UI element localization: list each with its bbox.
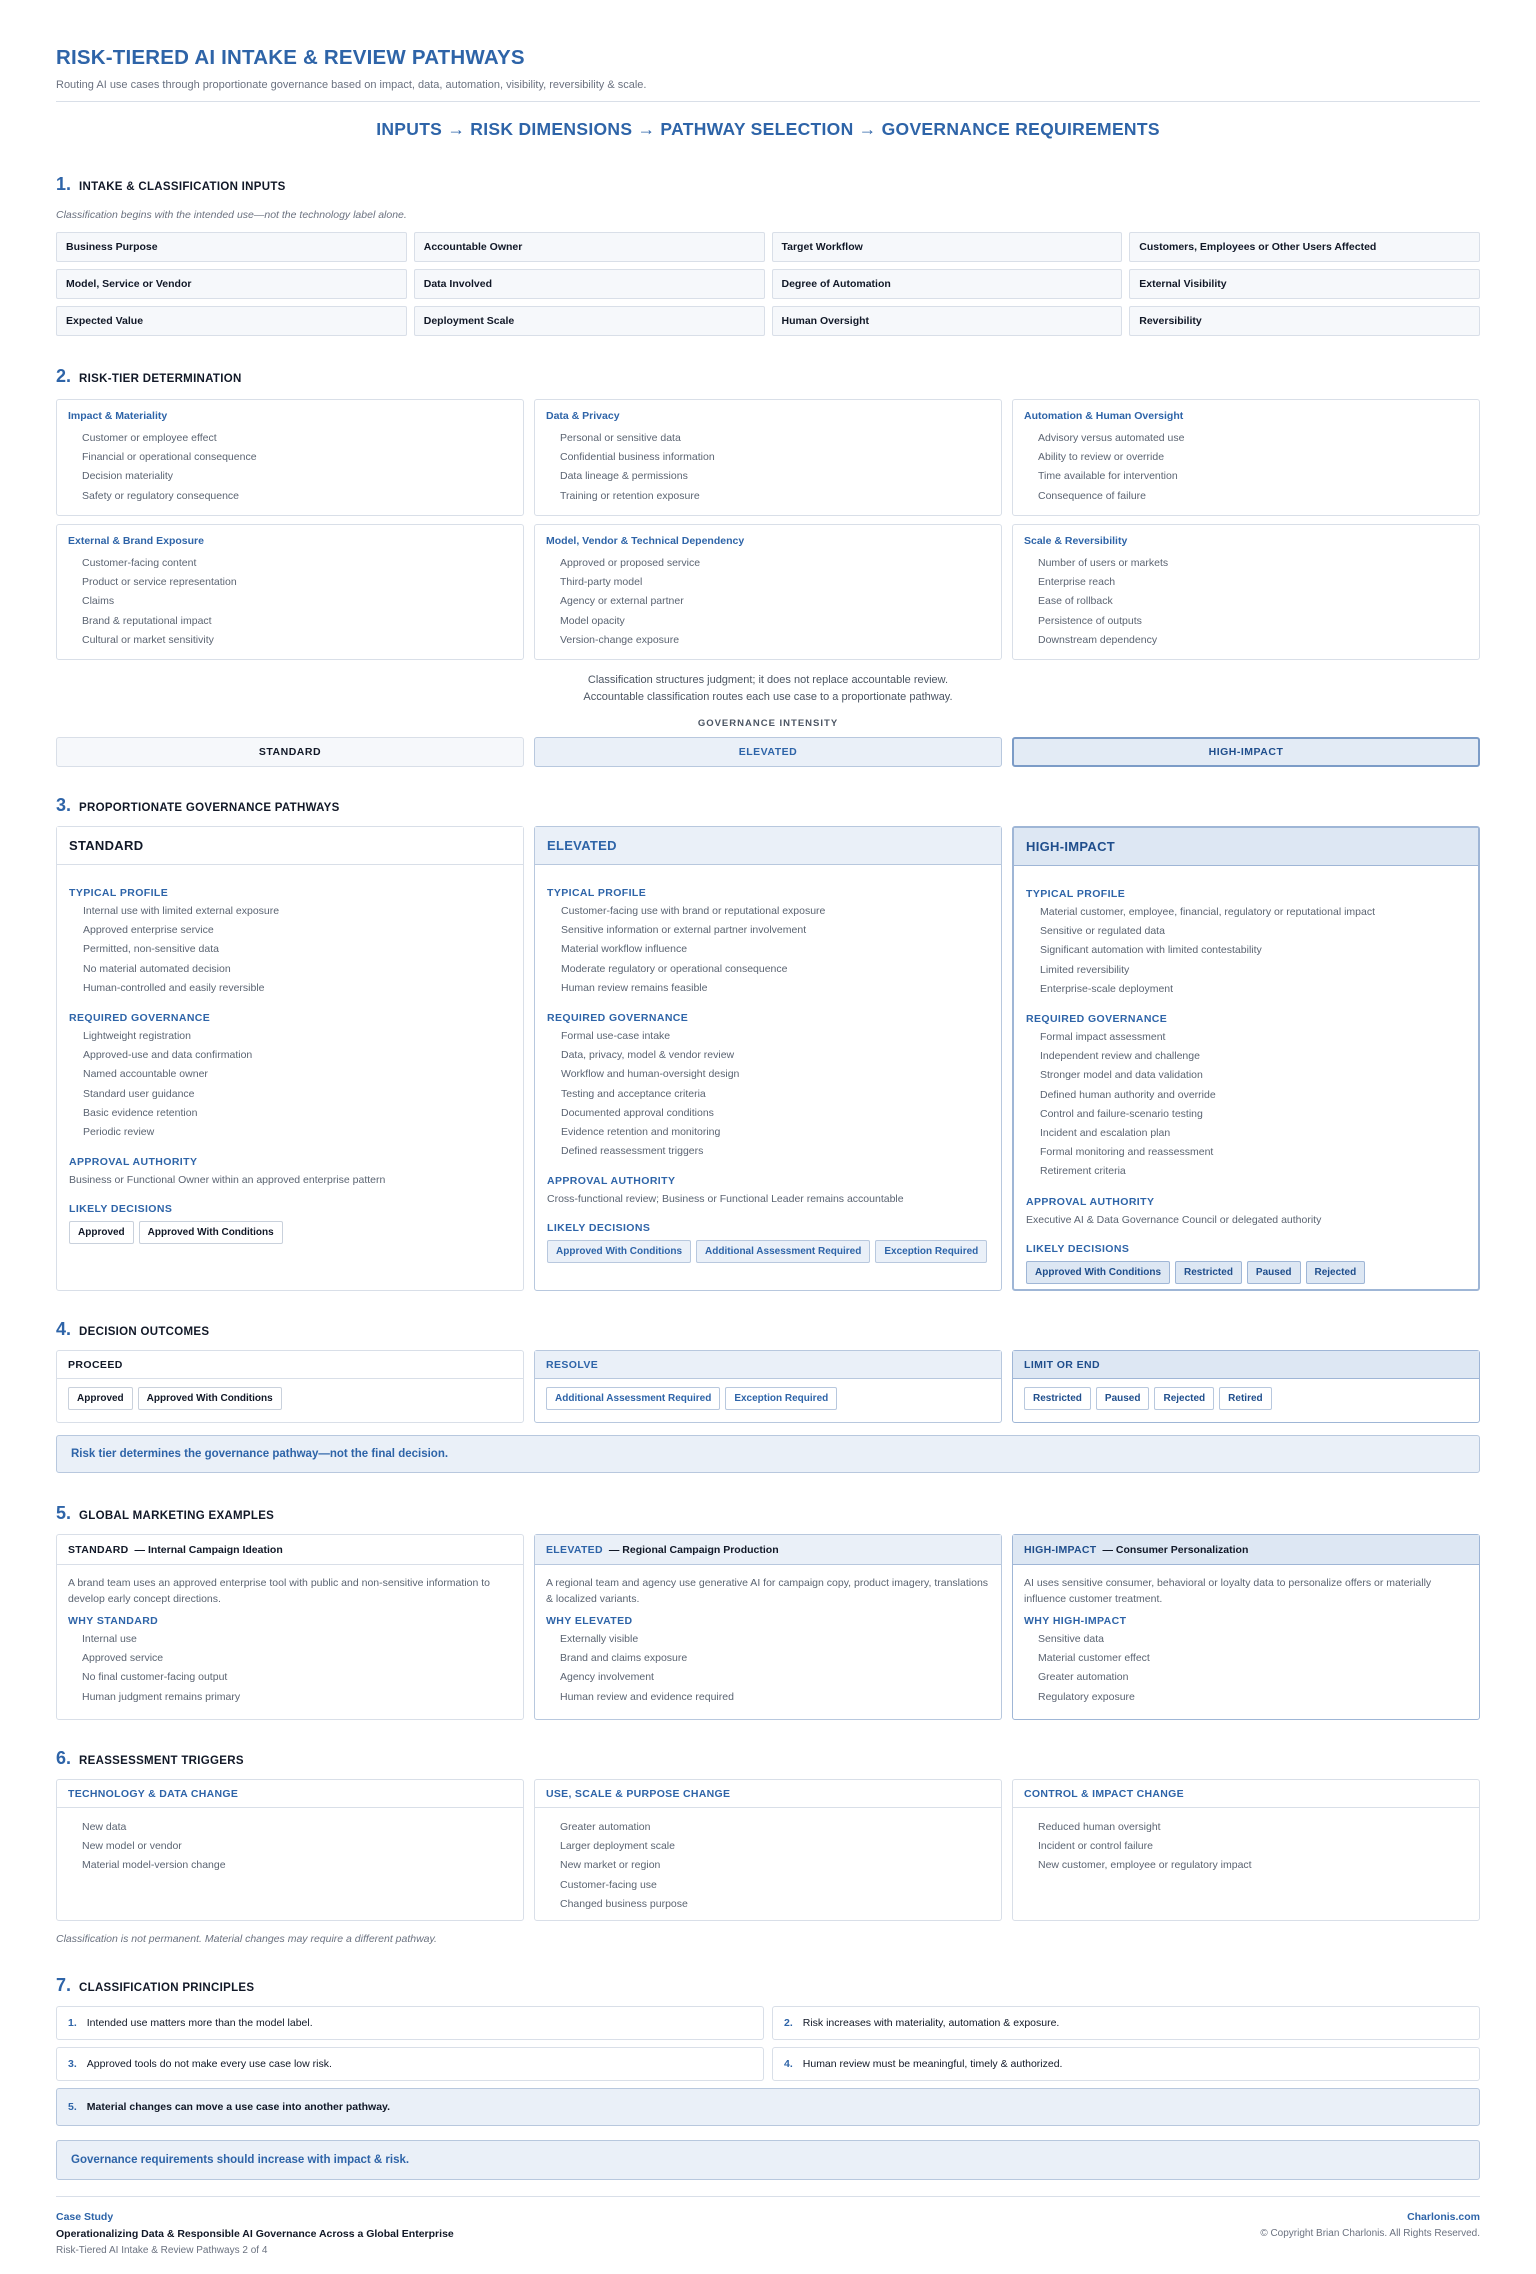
principle-text: Intended use matters more than the model label. [86, 2017, 313, 2029]
intake-input: Deployment Scale [414, 306, 765, 336]
example-item: Material customer effect [1038, 1652, 1150, 1665]
examples-grid [56, 1534, 1480, 1720]
trigger-item: Reduced human oversight [1038, 1821, 1161, 1833]
tier-high-impact: HIGH-IMPACT [1012, 737, 1480, 767]
example-why-label: WHY ELEVATED [546, 1615, 633, 1627]
profile-item: Limited reversibility [1040, 963, 1130, 976]
principle-text: Human review must be meaningful, timely & authorized. [802, 2058, 1063, 2070]
profile-item: Approved enterprise service [83, 924, 214, 937]
example-header [57, 1535, 523, 1565]
approval-authority: Cross-functional review; Business or Functional Leader remains accountable [547, 1193, 904, 1206]
pathway-label: LIKELY DECISIONS [69, 1203, 173, 1216]
dimension-item: Consequence of failure [1038, 489, 1146, 502]
decision-chips [69, 1221, 511, 1244]
pathway-title: HIGH-IMPACT [1014, 828, 1478, 866]
section-title: RISK-TIER DETERMINATION [79, 373, 242, 385]
footer-copyright: © Copyright Brian Charlonis. All Rights Reserved. [1260, 2228, 1480, 2239]
governance-item: Defined reassessment triggers [561, 1145, 704, 1158]
trigger-title: TECHNOLOGY & DATA CHANGE [57, 1780, 523, 1808]
decision-chip: Restricted [1175, 1261, 1242, 1284]
principles-grid [56, 2006, 1480, 2081]
example-tier: ELEVATED [546, 1543, 603, 1556]
principle-text: Approved tools do not make every use case low risk. [86, 2058, 332, 2070]
dimension-item: Claims [82, 595, 115, 608]
governance-item: Formal monitoring and reassessment [1040, 1146, 1214, 1159]
section-number: 6. [56, 1748, 72, 1768]
trigger-item: New customer, employee or regulatory impact [1038, 1859, 1252, 1872]
pathway-card-high-impact [1012, 826, 1480, 1291]
process-flow: INPUTS → RISK DIMENSIONS → PATHWAY SELECTION → GOVERNANCE REQUIREMENTS [376, 119, 1160, 139]
example-name: — Consumer Personalization [1102, 1543, 1249, 1556]
footer-label: Case Study [56, 2211, 114, 2223]
outcome-chip: Restricted [1024, 1387, 1091, 1410]
example-tier: HIGH-IMPACT [1024, 1543, 1097, 1556]
dimension-item: Version-change exposure [560, 633, 680, 646]
pathway-card-elevated [534, 826, 1002, 1291]
governance-item: Independent review and challenge [1040, 1050, 1200, 1063]
profile-item: Customer-facing use with brand or reputational exposure [561, 905, 826, 917]
governance-intensity-label: GOVERNANCE INTENSITY [697, 718, 839, 729]
section-title: INTAKE & CLASSIFICATION INPUTS [79, 181, 286, 193]
section-6-header [56, 1748, 1480, 1769]
example-description: A regional team and agency use generative AI for campaign copy, product imagery, translations & localized variants. [546, 1577, 989, 1605]
intake-input: Customers, Employees or Other Users Affected [1129, 232, 1480, 262]
principle-text: Risk increases with materiality, automation & exposure. [802, 2017, 1060, 2029]
footer [56, 2196, 1480, 2256]
example-card-standard [56, 1534, 524, 1720]
intake-input: Reversibility [1129, 306, 1480, 336]
section-title: CLASSIFICATION PRINCIPLES [79, 1982, 255, 1994]
section-title: PROPORTIONATE GOVERNANCE PATHWAYS [79, 802, 340, 814]
intake-input: External Visibility [1129, 269, 1480, 299]
outcome-card-resolve [534, 1350, 1002, 1423]
dimension-item: Cultural or market sensitivity [82, 633, 214, 646]
section-title: DECISION OUTCOMES [79, 1326, 210, 1338]
classification-note: Accountable classification routes each use case to a proportionate pathway. [583, 691, 953, 703]
dimension-item: Training or retention exposure [560, 489, 700, 502]
example-item: Internal use [82, 1633, 137, 1645]
example-item: No final customer-facing output [82, 1671, 228, 1684]
governance-item: Retirement criteria [1040, 1165, 1126, 1178]
example-card-high-impact [1012, 1534, 1480, 1720]
profile-item: Material customer, employee, financial, regulatory or reputational impact [1040, 906, 1375, 918]
decision-chip: Approved With Conditions [1026, 1261, 1170, 1284]
intake-input: Business Purpose [56, 232, 407, 262]
section-6-note: Classification is not permanent. Material changes may require a different pathway. [56, 1933, 437, 1945]
risk-dimensions-grid [56, 399, 1480, 660]
section-number: 4. [56, 1319, 72, 1339]
tier-elevated: ELEVATED [534, 737, 1002, 767]
risk-dimension-card [534, 524, 1002, 660]
trigger-item: Larger deployment scale [560, 1840, 675, 1853]
dimension-item: Customer or employee effect [82, 432, 217, 444]
pathway-label: LIKELY DECISIONS [547, 1222, 651, 1235]
outcome-chip: Exception Required [725, 1387, 837, 1410]
triggers-grid [56, 1779, 1480, 1921]
outcome-title: LIMIT OR END [1013, 1351, 1479, 1379]
risk-dimension-card [56, 399, 524, 516]
intake-input: Model, Service or Vendor [56, 269, 407, 299]
governance-item: Stronger model and data validation [1040, 1069, 1203, 1082]
section-7-header [56, 1975, 1480, 1996]
profile-item: Human-controlled and easily reversible [83, 981, 265, 994]
dimension-item: Advisory versus automated use [1038, 432, 1185, 444]
outcome-chip: Additional Assessment Required [546, 1387, 720, 1410]
dimension-item: Decision materiality [82, 470, 174, 483]
example-item: Sensitive data [1038, 1633, 1104, 1645]
dimension-item: Safety or regulatory consequence [82, 489, 240, 502]
outcome-chip: Retired [1219, 1387, 1271, 1410]
footer-site-link[interactable]: Charlonis.com [1407, 2211, 1480, 2223]
section-number: 2. [56, 366, 72, 386]
principle-item [56, 2006, 764, 2040]
pathway-label: REQUIRED GOVERNANCE [547, 1012, 689, 1025]
governance-item: Approved-use and data confirmation [83, 1049, 253, 1062]
header-divider [56, 101, 1480, 102]
governance-item: Workflow and human-oversight design [561, 1068, 740, 1081]
pathway-label: TYPICAL PROFILE [69, 887, 169, 899]
example-item: Externally visible [560, 1633, 639, 1645]
profile-item: Enterprise-scale deployment [1040, 982, 1174, 995]
pathway-label: TYPICAL PROFILE [1026, 888, 1126, 900]
principle-item [772, 2047, 1480, 2081]
trigger-item: New model or vendor [82, 1840, 182, 1853]
outcome-chips [68, 1387, 512, 1410]
pathways-grid [56, 826, 1480, 1291]
section-title: GLOBAL MARKETING EXAMPLES [79, 1510, 275, 1522]
example-why-label: WHY HIGH-IMPACT [1024, 1615, 1127, 1627]
section-1-note: Classification begins with the intended use—not the technology label alone. [56, 209, 407, 221]
decision-chip: Approved [69, 1221, 134, 1244]
dimension-item: Confidential business information [560, 451, 715, 464]
outcome-card-limit-or-end [1012, 1350, 1480, 1423]
risk-dimension-card [56, 524, 524, 660]
section-4-header [56, 1319, 1480, 1340]
pathway-card-standard [56, 826, 524, 1291]
dimension-item: Enterprise reach [1038, 576, 1116, 589]
governance-item: Standard user guidance [83, 1087, 195, 1100]
decision-chip: Exception Required [875, 1240, 987, 1263]
decision-chips [547, 1240, 989, 1263]
example-item: Approved service [82, 1652, 164, 1665]
risk-dimension-card [1012, 399, 1480, 516]
trigger-item: Incident or control failure [1038, 1840, 1153, 1853]
example-header [1013, 1535, 1479, 1565]
tier-standard: STANDARD [56, 737, 524, 767]
dimension-title: Model, Vendor & Technical Dependency [546, 535, 745, 547]
example-card-elevated [534, 1534, 1002, 1720]
dimension-item: Ability to review or override [1038, 451, 1165, 464]
dimension-item: Product or service representation [82, 576, 237, 589]
example-item: Human judgment remains primary [82, 1690, 241, 1703]
example-item: Regulatory exposure [1038, 1690, 1135, 1703]
principle-item-highlighted [56, 2088, 1480, 2126]
pathway-label: APPROVAL AUTHORITY [547, 1175, 676, 1188]
governance-item: Named accountable owner [83, 1068, 208, 1081]
trigger-card [1012, 1779, 1480, 1921]
example-why-label: WHY STANDARD [68, 1615, 159, 1627]
intake-input: Data Involved [414, 269, 765, 299]
page-title: RISK-TIERED AI INTAKE & REVIEW PATHWAYS [56, 46, 525, 69]
pathway-label: APPROVAL AUTHORITY [1026, 1195, 1155, 1208]
principle-number: 2. [784, 2017, 793, 2029]
principle-number: 3. [68, 2058, 77, 2070]
classification-note: Classification structures judgment; it does not replace accountable review. [587, 674, 949, 686]
example-header [535, 1535, 1001, 1565]
dimension-item: Approved or proposed service [560, 557, 701, 569]
risk-dimension-card [1012, 524, 1480, 660]
decision-chip: Rejected [1306, 1261, 1366, 1284]
decision-chip: Approved With Conditions [547, 1240, 691, 1263]
section-1-header [56, 174, 1480, 195]
governance-item: Formal use-case intake [561, 1030, 671, 1043]
governance-item: Lightweight registration [83, 1030, 191, 1043]
trigger-item: Greater automation [560, 1821, 651, 1833]
pathway-title: ELEVATED [535, 827, 1001, 865]
governance-item: Periodic review [83, 1126, 155, 1139]
example-name: — Regional Campaign Production [608, 1543, 779, 1556]
decision-chips [1026, 1261, 1466, 1284]
governance-item: Evidence retention and monitoring [561, 1126, 721, 1139]
dimension-item: Number of users or markets [1038, 557, 1169, 569]
principle-text: Material changes can move a use case into another pathway. [86, 2101, 391, 2113]
example-description: A brand team uses an approved enterprise tool with public and non-sensitive information to develop early concept directions. [68, 1577, 490, 1605]
decision-chip: Approved With Conditions [139, 1221, 283, 1244]
profile-item: Internal use with limited external exposure [83, 905, 280, 917]
governance-item: Defined human authority and override [1040, 1088, 1216, 1101]
example-tier: STANDARD [68, 1543, 129, 1556]
dimension-title: Scale & Reversibility [1024, 535, 1128, 547]
example-description: AI uses sensitive consumer, behavioral or loyalty data to personalize offers or materially influence customer treatment. [1024, 1577, 1432, 1605]
governance-item: Incident and escalation plan [1040, 1127, 1171, 1140]
dimension-item: Time available for intervention [1038, 470, 1178, 483]
section-number: 7. [56, 1975, 72, 1995]
section-number: 3. [56, 795, 72, 815]
governance-item: Control and failure-scenario testing [1040, 1107, 1203, 1120]
profile-item: Human review remains feasible [561, 981, 708, 994]
dimension-item: Persistence of outputs [1038, 614, 1142, 627]
profile-item: Moderate regulatory or operational consequence [561, 962, 788, 975]
principle-item [772, 2006, 1480, 2040]
dimension-item: Third-party model [560, 576, 643, 589]
dimension-title: Data & Privacy [546, 410, 620, 422]
dimension-item: Model opacity [560, 614, 625, 627]
example-item: Greater automation [1038, 1671, 1129, 1684]
pathway-label: TYPICAL PROFILE [547, 887, 647, 899]
governance-banner: Governance requirements should increase with impact & risk. [56, 2140, 1480, 2180]
profile-item: No material automated decision [83, 962, 231, 975]
example-name: — Internal Campaign Ideation [134, 1543, 283, 1556]
trigger-item: Changed business purpose [560, 1897, 688, 1910]
dimension-title: Automation & Human Oversight [1024, 410, 1184, 422]
dimension-item: Data lineage & permissions [560, 470, 688, 483]
trigger-card [534, 1779, 1002, 1921]
risk-dimension-card [534, 399, 1002, 516]
section-5-header [56, 1503, 1480, 1524]
trigger-item: Material model-version change [82, 1859, 226, 1872]
profile-item: Sensitive or regulated data [1040, 925, 1165, 938]
governance-item: Testing and acceptance criteria [561, 1087, 706, 1100]
risk-tier-banner: Risk tier determines the governance pathway—not the final decision. [56, 1435, 1480, 1473]
principle-number: 4. [784, 2058, 793, 2070]
pathway-label: REQUIRED GOVERNANCE [69, 1012, 211, 1025]
example-item: Agency involvement [560, 1671, 654, 1684]
outcome-chip: Approved With Conditions [138, 1387, 282, 1410]
intake-input: Human Oversight [772, 306, 1123, 336]
pathway-label: REQUIRED GOVERNANCE [1026, 1013, 1168, 1026]
footer-page: Risk-Tiered AI Intake & Review Pathways 2 of 4 [56, 2245, 268, 2256]
pathway-label: APPROVAL AUTHORITY [69, 1156, 198, 1169]
pathway-label: LIKELY DECISIONS [1026, 1242, 1130, 1255]
approval-authority: Business or Functional Owner within an approved enterprise pattern [69, 1174, 386, 1187]
governance-intensity-scale [56, 737, 1480, 767]
example-item: Brand and claims exposure [560, 1652, 688, 1665]
outcome-chip: Rejected [1154, 1387, 1214, 1410]
outcome-title: RESOLVE [535, 1351, 1001, 1379]
trigger-title: CONTROL & IMPACT CHANGE [1013, 1780, 1479, 1808]
trigger-title: USE, SCALE & PURPOSE CHANGE [535, 1780, 1001, 1808]
section-2-header [56, 366, 1480, 387]
principle-number: 1. [68, 2017, 77, 2029]
footer-title: Operationalizing Data & Responsible AI Governance Across a Global Enterprise [56, 2228, 454, 2240]
governance-item: Formal impact assessment [1040, 1031, 1166, 1044]
approval-authority: Executive AI & Data Governance Council or delegated authority [1026, 1213, 1322, 1226]
dimension-item: Personal or sensitive data [560, 432, 681, 444]
profile-item: Sensitive information or external partner involvement [561, 924, 807, 937]
dimension-title: External & Brand Exposure [68, 535, 204, 547]
outcome-chip: Paused [1096, 1387, 1150, 1410]
trigger-item: New market or region [560, 1859, 661, 1872]
trigger-card [56, 1779, 524, 1921]
section-3-header [56, 795, 1480, 816]
principle-number: 5. [68, 2101, 77, 2113]
outcome-chip: Approved [68, 1387, 133, 1410]
classification-notes [56, 672, 1480, 706]
profile-item: Permitted, non-sensitive data [83, 943, 219, 956]
dimension-item: Financial or operational consequence [82, 451, 257, 464]
decision-chip: Additional Assessment Required [696, 1240, 870, 1263]
dimension-item: Customer-facing content [82, 557, 197, 569]
profile-item: Significant automation with limited contestability [1040, 944, 1262, 957]
outcome-chips [546, 1387, 990, 1410]
outcome-title: PROCEED [57, 1351, 523, 1379]
page-subtitle: Routing AI use cases through proportionate governance based on impact, data, automation, visibility, reversibility & scale. [56, 79, 647, 91]
dimension-item: Downstream dependency [1038, 633, 1158, 646]
intake-inputs-grid [56, 232, 1480, 336]
section-number: 1. [56, 174, 72, 194]
principle-item [56, 2047, 764, 2081]
intake-input: Accountable Owner [414, 232, 765, 262]
decision-chip: Paused [1247, 1261, 1301, 1284]
decision-outcomes-grid [56, 1350, 1480, 1423]
example-item: Human review and evidence required [560, 1690, 734, 1703]
intake-input: Expected Value [56, 306, 407, 336]
outcome-card-proceed [56, 1350, 524, 1423]
intake-input: Target Workflow [772, 232, 1123, 262]
dimension-item: Agency or external partner [560, 595, 684, 608]
trigger-item: New data [82, 1821, 127, 1833]
dimension-title: Impact & Materiality [68, 410, 168, 422]
dimension-item: Ease of rollback [1038, 595, 1113, 608]
governance-item: Documented approval conditions [561, 1106, 714, 1119]
profile-item: Material workflow influence [561, 943, 688, 956]
governance-item: Data, privacy, model & vendor review [561, 1049, 735, 1062]
trigger-item: Customer-facing use [560, 1878, 657, 1891]
intake-input: Degree of Automation [772, 269, 1123, 299]
section-number: 5. [56, 1503, 72, 1523]
pathway-title: STANDARD [57, 827, 523, 865]
section-title: REASSESSMENT TRIGGERS [79, 1755, 244, 1767]
outcome-chips [1024, 1387, 1468, 1410]
governance-item: Basic evidence retention [83, 1106, 198, 1119]
dimension-item: Brand & reputational impact [82, 614, 212, 627]
